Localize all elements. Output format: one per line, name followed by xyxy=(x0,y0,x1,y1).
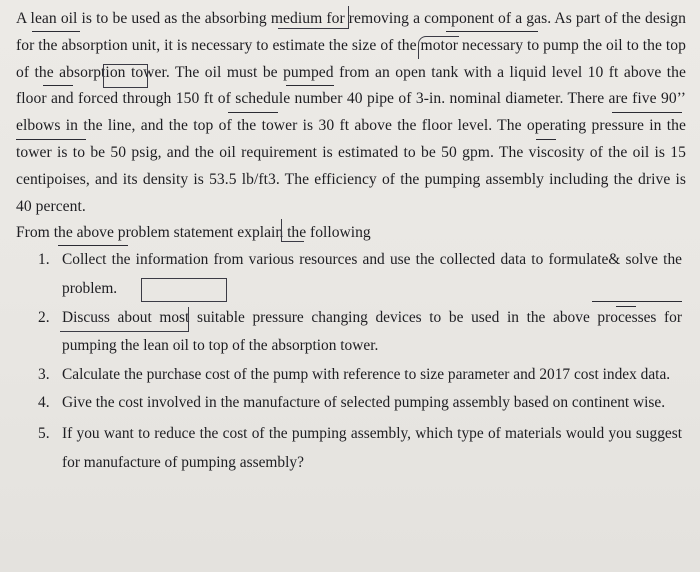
pen-underline-pumping xyxy=(58,245,128,246)
problem-statement: A lean oil is to be used as the absorbing medium for removing a component of a gas. As part of the design for the absorption unit, it is necessary to estimate the size of the motor necessary to pump the oil to the top of the absorption tower. The oil must be pumped from an open tank with a liquid level 10 ft above the floor and forced through 150 ft of schedule number 40 pipe of 3-in. nominal diameter. There are five 90’’ elbows in the line, and the top of the tower is 30 ft above the floor level. The operating pressure in the tower is to be 50 psig, and the oil requirement is estimated to be 50 gpm. The viscosity of the oil is 15 centipoises, and its density is 53.5 lb/ft3. The efficiency of the pumping assembly including the drive is 40 percent. xyxy=(16,10,686,215)
pen-box-information xyxy=(141,278,227,302)
pen-underline-component xyxy=(446,31,538,32)
task-text: Give the cost involved in the manufacture of selected pumping assembly based on continent wise. xyxy=(62,394,666,412)
task-number: 3. xyxy=(38,365,50,383)
pen-box-40 xyxy=(281,219,304,242)
instructions-intro: From the above problem statement explain the following xyxy=(16,224,371,242)
task-text: Calculate the purchase cost of the pump with reference to size parameter and 2017 cost index data. xyxy=(62,365,671,383)
task-number: 1. xyxy=(38,251,50,269)
pen-underline-forced xyxy=(228,112,278,113)
task-text: Discuss about most suitable pressure changing devices to be used in the above processes for pumping the lean oil to top of the absorption tower. xyxy=(62,308,682,355)
task-text: If you want to reduce the cost of the pumping assembly, which type of materials would you suggest for manufacture of pumping assembly? xyxy=(62,424,682,471)
pen-underline-formulate xyxy=(592,301,682,302)
task-number: 5. xyxy=(38,424,50,442)
pen-underline-tower xyxy=(286,85,334,86)
pen-underline-lean-oil xyxy=(32,31,80,32)
pen-underline-oil xyxy=(43,85,73,86)
task-number: 4. xyxy=(38,394,50,412)
task-item-4 xyxy=(38,389,686,418)
pen-box-solve xyxy=(60,307,189,332)
task-list xyxy=(16,246,686,477)
pen-box-top xyxy=(103,64,148,88)
pen-box-medium xyxy=(278,6,349,29)
pen-underline-nominal xyxy=(612,112,682,113)
task-number: 2. xyxy=(38,308,50,326)
pen-double-mark xyxy=(616,306,636,307)
pen-underline-diameter xyxy=(16,139,86,140)
pen-underline-30 xyxy=(536,139,556,140)
task-item-5 xyxy=(38,420,686,477)
task-item-3 xyxy=(38,361,686,390)
pen-box-size xyxy=(418,36,459,59)
task-text: Collect the information from various resources and use the collected data to formulate& solve the problem. xyxy=(62,251,682,297)
